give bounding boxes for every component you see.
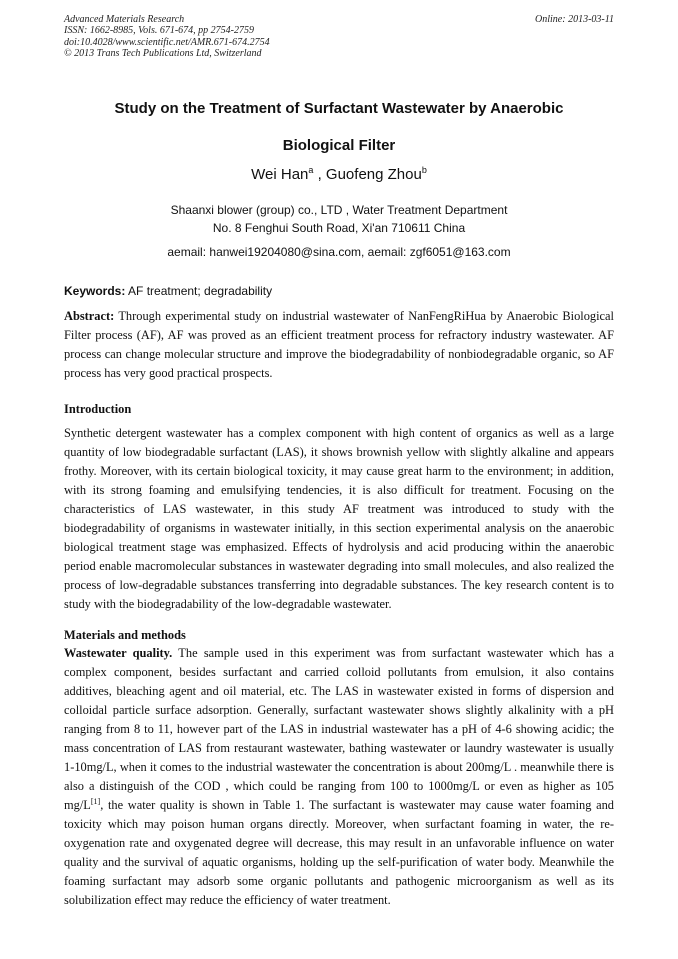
author-1-name: Wei Han [251, 166, 309, 183]
keywords-label: Keywords: [64, 284, 126, 298]
methods-heading: Materials and methods [64, 628, 186, 642]
journal-name: Advanced Materials Research [64, 14, 185, 25]
methods-text-part-2: , the water quality is shown in Table 1. The surfactant is wastewater may cause water foaming and toxicity which may poison human organs directly. Moreover, when surfactant foaming in water, the re-oxygenation rate and oxygenated degree will decrease, this may result in an unfavorable influence on water quality and the survival of aquatic organisms, holding up the self-purification of water body. Meanwhile the foaming surfactant may adsorb some organic pollutants and pathogenic microorganism as well as its solubilization effect may reduce the efficiency of water treatment. [64, 798, 614, 907]
abstract [64, 307, 614, 383]
author-2-affil-mark: b [421, 165, 427, 175]
introduction-heading: Introduction [64, 402, 132, 416]
citation-ref[interactable]: [1] [90, 797, 101, 806]
methods-paragraph [64, 644, 614, 910]
keywords [64, 283, 614, 300]
online-date: Online: 2013-03-11 [535, 14, 614, 25]
author-list [40, 165, 638, 185]
keywords-text: AF treatment; degradability [125, 284, 273, 298]
abstract-text: Through experimental study on industrial wastewater of NanFengRiHua by Anaerobic Biological Filter process (AF), AF was proved as an efficient treatment process for refractory industry wastewater. AF process can change molecular structure and improve the biodegradability of nonbiodegradable organic, so AF process has very good practical prospects. [64, 309, 614, 380]
affiliation-line-2: No. 8 Fenghui South Road, Xi'an 710611 China [212, 220, 466, 235]
title-line-2: Biological Filter [282, 137, 396, 154]
author-2-name: Guofeng Zhou [325, 166, 422, 183]
introduction-text: Synthetic detergent wastewater has a complex component with high content of organics as well as a large quantity of low biodegradable surfactant (LAS), it shows brownish yellow with slightly alkaline and appears frothy. Moreover, with its certain biological toxicity, it may cause great harm to the environment; in addition, with its strong foaming and emulsifying tendencies, it is also difficult for treatment. Focusing on the characteristics of LAS wastewater, in this study AF treatment was introduced to study with the biodegradability of organisms in wastewater initially, in this section experimental analysis on the anaerobic biological treatment stage was emphasized. Effects of hydrolysis and acid producing within the anaerobic period enable macromolecular substances in wastewater degrading into small molecules, and also realized the process of low-degradable substances transferring into degradable substances. The key research content is to study with the biodegradability of the low-degradable wastewater. [64, 426, 614, 611]
abstract-label: Abstract: [64, 309, 115, 323]
affiliation [40, 202, 638, 237]
doi-line: doi:10.4028/www.scientific.net/AMR.671-674.2754 [64, 36, 270, 48]
wastewater-quality-subheading: Wastewater quality. [64, 646, 173, 660]
affiliation-line-1: Shaanxi blower (group) co., LTD , Water Treatment Department [170, 203, 508, 217]
issn-line: ISSN: 1662-8985, Vols. 671-674, pp 2754-2759 [64, 25, 254, 37]
journal-header [64, 14, 614, 60]
author-emails: aemail: hanwei19204080@sina.com, aemail: zgf6051@163.com [167, 245, 511, 259]
methods-text-part-1: The sample used in this experiment was from surfactant wastewater which has a complex component, besides surfactant and carried colloid pollutants from emulsion, it also contains additives, bleaching agent and oil material, etc. The LAS in wastewater existed in forms of dispersion and colloidal particle surface adsorption. Generally, surfactant wastewater shows slightly alkalinity with a pH ranging from 8 to 11, however part of the LAS in industrial wastewater has a pH of 4-6 showing acidic; the mass concentration of LAS from restaurant wastewater, bathing wastewater or laundry wastewater is usually 1-10mg/L, when it comes to the industrial wastewater the concentration is about 200mg/L . meanwhile there is also a distinguish of the COD , which could be ranging from 100 to 1000mg/L or even as higher as 105 mg/L [64, 646, 615, 812]
author-separator: , [313, 166, 326, 183]
paper-title [40, 90, 638, 164]
copyright-line: © 2013 Trans Tech Publications Ltd, Switzerland [64, 48, 262, 60]
title-line-1: Study on the Treatment of Surfactant Wastewater by Anaerobic [114, 100, 564, 117]
author-1-affil-mark: a [308, 165, 314, 175]
